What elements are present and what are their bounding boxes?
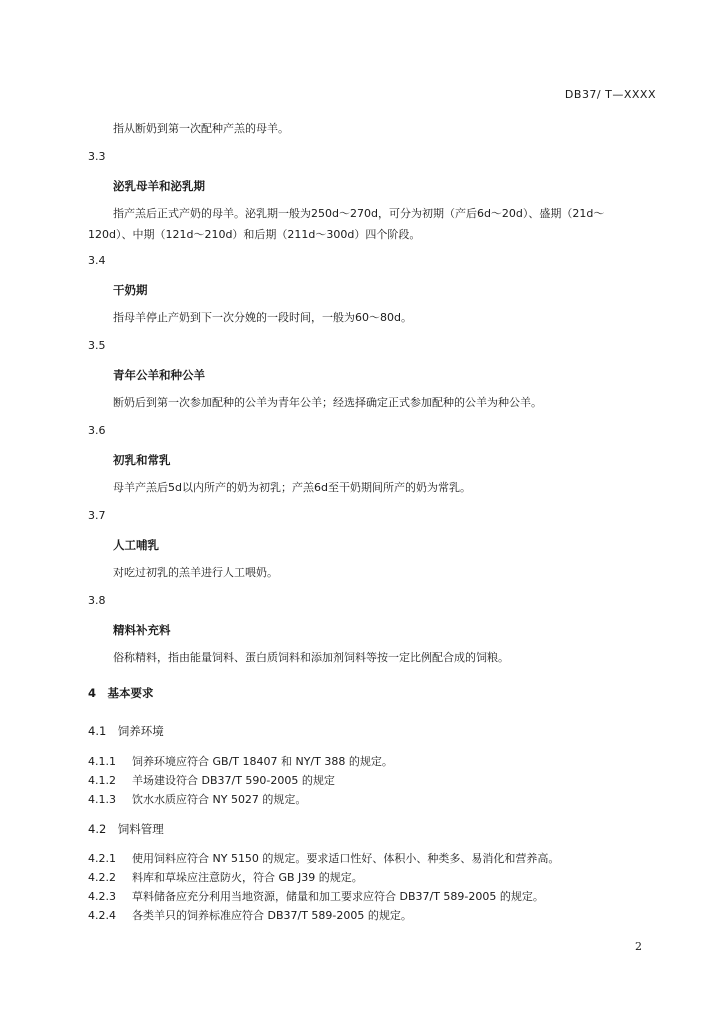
definition-text: 指母羊停止产奶到下一次分娩的一段时间，一般为60～80d。: [113, 311, 412, 324]
item-number: 4.1.1: [88, 755, 116, 768]
list-item: [88, 907, 412, 923]
item-text: 饲养环境应符合 GB/T 18407 和 NY/T 388 的规定。: [132, 755, 393, 768]
term-title: 精料补充料: [113, 623, 171, 637]
definition-text-continued: 120d）、中期（121d～210d）和后期（211d～300d）四个阶段。: [88, 228, 421, 241]
definition-text: 俗称精料，指由能量饲料、蛋白质饲料和添加剂饲料等按一定比例配合成的饲粮。: [113, 651, 509, 664]
list-item: [88, 869, 363, 885]
item-text: 料库和草垛应注意防火，符合 GB J39 的规定。: [132, 871, 363, 884]
definition-text: 指产羔后正式产奶的母羊。泌乳期一般为250d～270d，可分为初期（产后6d～20d）、盛期（21d～: [113, 207, 605, 220]
definition-text: 对吃过初乳的羔羊进行人工喂奶。: [113, 566, 278, 579]
term-title: 泌乳母羊和泌乳期: [113, 179, 205, 193]
item-number: 4.1.2: [88, 774, 116, 787]
item-text: 使用饲料应符合 NY 5150 的规定。要求适口性好、体积小、种类多、易消化和营养高。: [132, 852, 560, 865]
definition-text: 断奶后到第一次参加配种的公羊为青年公羊；经选择确定正式参加配种的公羊为种公羊。: [113, 396, 542, 409]
term-title: 人工哺乳: [113, 538, 159, 552]
document-code-header: DB37/ T—XXXX: [564, 88, 656, 101]
item-number: 4.2.3: [88, 890, 116, 903]
subsection-heading: 4.1 饲养环境: [88, 724, 164, 738]
clause-number: 3.6: [88, 424, 106, 437]
continuation-text: 指从断奶到第一次配种产羔的母羊。: [113, 122, 289, 135]
subsection-heading: 4.2 饲料管理: [88, 822, 164, 836]
term-title: 干奶期: [113, 283, 148, 297]
item-text: 草料储备应充分利用当地资源，储量和加工要求应符合 DB37/T 589-2005 的规定。: [132, 890, 544, 903]
list-item: [88, 888, 544, 904]
item-number: 4.1.3: [88, 793, 116, 806]
list-item: [88, 753, 393, 769]
term-title: 青年公羊和种公羊: [113, 368, 205, 382]
list-item: [88, 791, 306, 807]
clause-number: 3.7: [88, 509, 106, 522]
list-item: [88, 850, 559, 866]
clause-number: 3.3: [88, 150, 106, 163]
definition-text: 母羊产羔后5d以内所产的奶为初乳；产羔6d至干奶期间所产的奶为常乳。: [113, 481, 471, 494]
item-number: 4.2.4: [88, 909, 116, 922]
item-text: 各类羊只的饲养标准应符合 DB37/T 589-2005 的规定。: [132, 909, 412, 922]
item-number: 4.2.2: [88, 871, 116, 884]
term-title: 初乳和常乳: [113, 453, 171, 467]
clause-number: 3.4: [88, 254, 106, 267]
item-text: 羊场建设符合 DB37/T 590-2005 的规定: [132, 774, 335, 787]
clause-number: 3.8: [88, 594, 106, 607]
page-number: 2: [635, 940, 642, 953]
section-heading: 4 基本要求: [88, 686, 154, 700]
list-item: [88, 772, 335, 788]
clause-number: 3.5: [88, 339, 106, 352]
item-text: 饮水水质应符合 NY 5027 的规定。: [132, 793, 307, 806]
item-number: 4.2.1: [88, 852, 116, 865]
